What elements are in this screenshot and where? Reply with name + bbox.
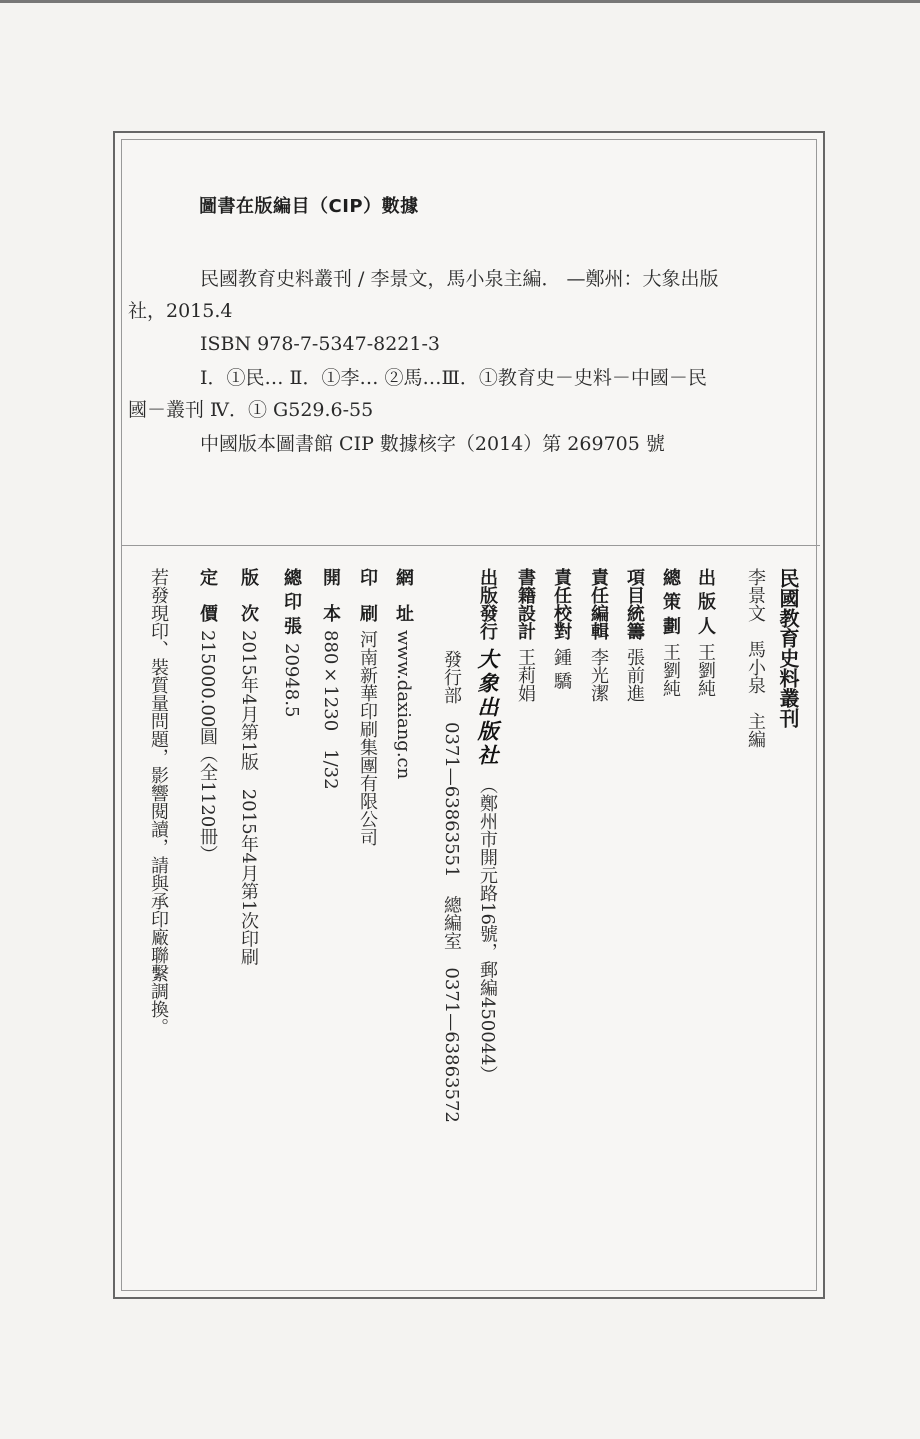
cip-record-number: 中國版本圖書館 CIP 數據核字（2014）第 269705 號 [200,433,665,455]
value: 河南新華印刷集團有限公司 [357,630,378,846]
cip-bibliographic-line: 民國教育史料叢刊 / 李景文，馬小泉主編． —鄭州：大象出版 [200,268,719,290]
value: 2015年4月第1版 2015年4月第1次印刷 [238,630,259,966]
cip-isbn: ISBN 978-7-5347-8221-3 [200,333,440,355]
colophon-general-planner [659,568,681,697]
colophon-publishing [476,568,498,1084]
publisher-address: （鄭州市開元路16號，郵編450044） [477,776,498,1084]
colophon-editors: 李景文 馬小泉 主編 [745,568,766,748]
label: 責任編輯 [588,568,609,640]
colophon-responsible-proofreader [550,568,572,690]
cip-data-block [122,140,820,545]
label: 書籍設計 [515,568,536,640]
label: 版 次 [238,568,259,622]
inner-border [121,139,817,1291]
colophon-sheets [280,568,302,717]
colophon-edition [237,568,259,965]
cip-bibliographic-line-cont: 社，2015.4 [128,300,233,322]
label: 總 印 張 [281,568,302,635]
label: 印 刷 [357,568,378,622]
value: 215000.00圓（全1120冊） [197,630,218,864]
value: 880×1230 1/32 [320,630,341,790]
colophon-project-coordinator [623,568,645,702]
value: 王莉娟 [515,648,536,702]
value: 鍾 驕 [551,648,572,690]
cip-title: 圖書在版編目（CIP）數據 [199,196,419,217]
value: 20948.5 [281,642,302,717]
value: 李光潔 [588,648,609,702]
label: 項目統籌 [624,568,645,640]
colophon-phones: 發行部 0371—63863551 總編室 0371—63863572 [441,650,462,1123]
colophon-book-design [514,568,536,702]
label: 出版發行 [477,568,498,640]
colophon-block [122,550,820,1280]
label: 出 版 人 [695,568,716,635]
top-rule [0,0,920,3]
cip-classification-line: Ⅰ．①民… Ⅱ．①李… ②馬…Ⅲ．①教育史－史料－中國－民 [200,367,707,389]
section-divider [122,545,820,546]
colophon-format [319,568,341,790]
colophon-notice: 若發現印、裝質量問題，影響閱讀，請與承印廠聯繫調換。 [148,568,169,1036]
label: 網 址 [393,568,414,622]
cip-classification-line-cont: 國－叢刊 Ⅳ．① G529.6-55 [128,399,374,421]
publisher-logo: 大象出版社 [475,648,500,768]
copyright-page-frame [113,131,825,1299]
label: 開 本 [320,568,341,622]
colophon-publisher-person [694,568,716,697]
colophon-printer [356,568,378,846]
label: 定 價 [197,568,218,622]
label: 總 策 劃 [660,568,681,635]
label: 責任校對 [551,568,572,640]
colophon-website [392,568,414,779]
colophon-responsible-editor [587,568,609,702]
value: www.daxiang.cn [393,630,414,780]
value: 王劉純 [695,642,716,697]
colophon-book-title: 民國教育史料叢刊 [776,568,800,728]
value: 張前進 [624,648,645,702]
colophon-price [196,568,218,863]
value: 王劉純 [660,642,681,697]
